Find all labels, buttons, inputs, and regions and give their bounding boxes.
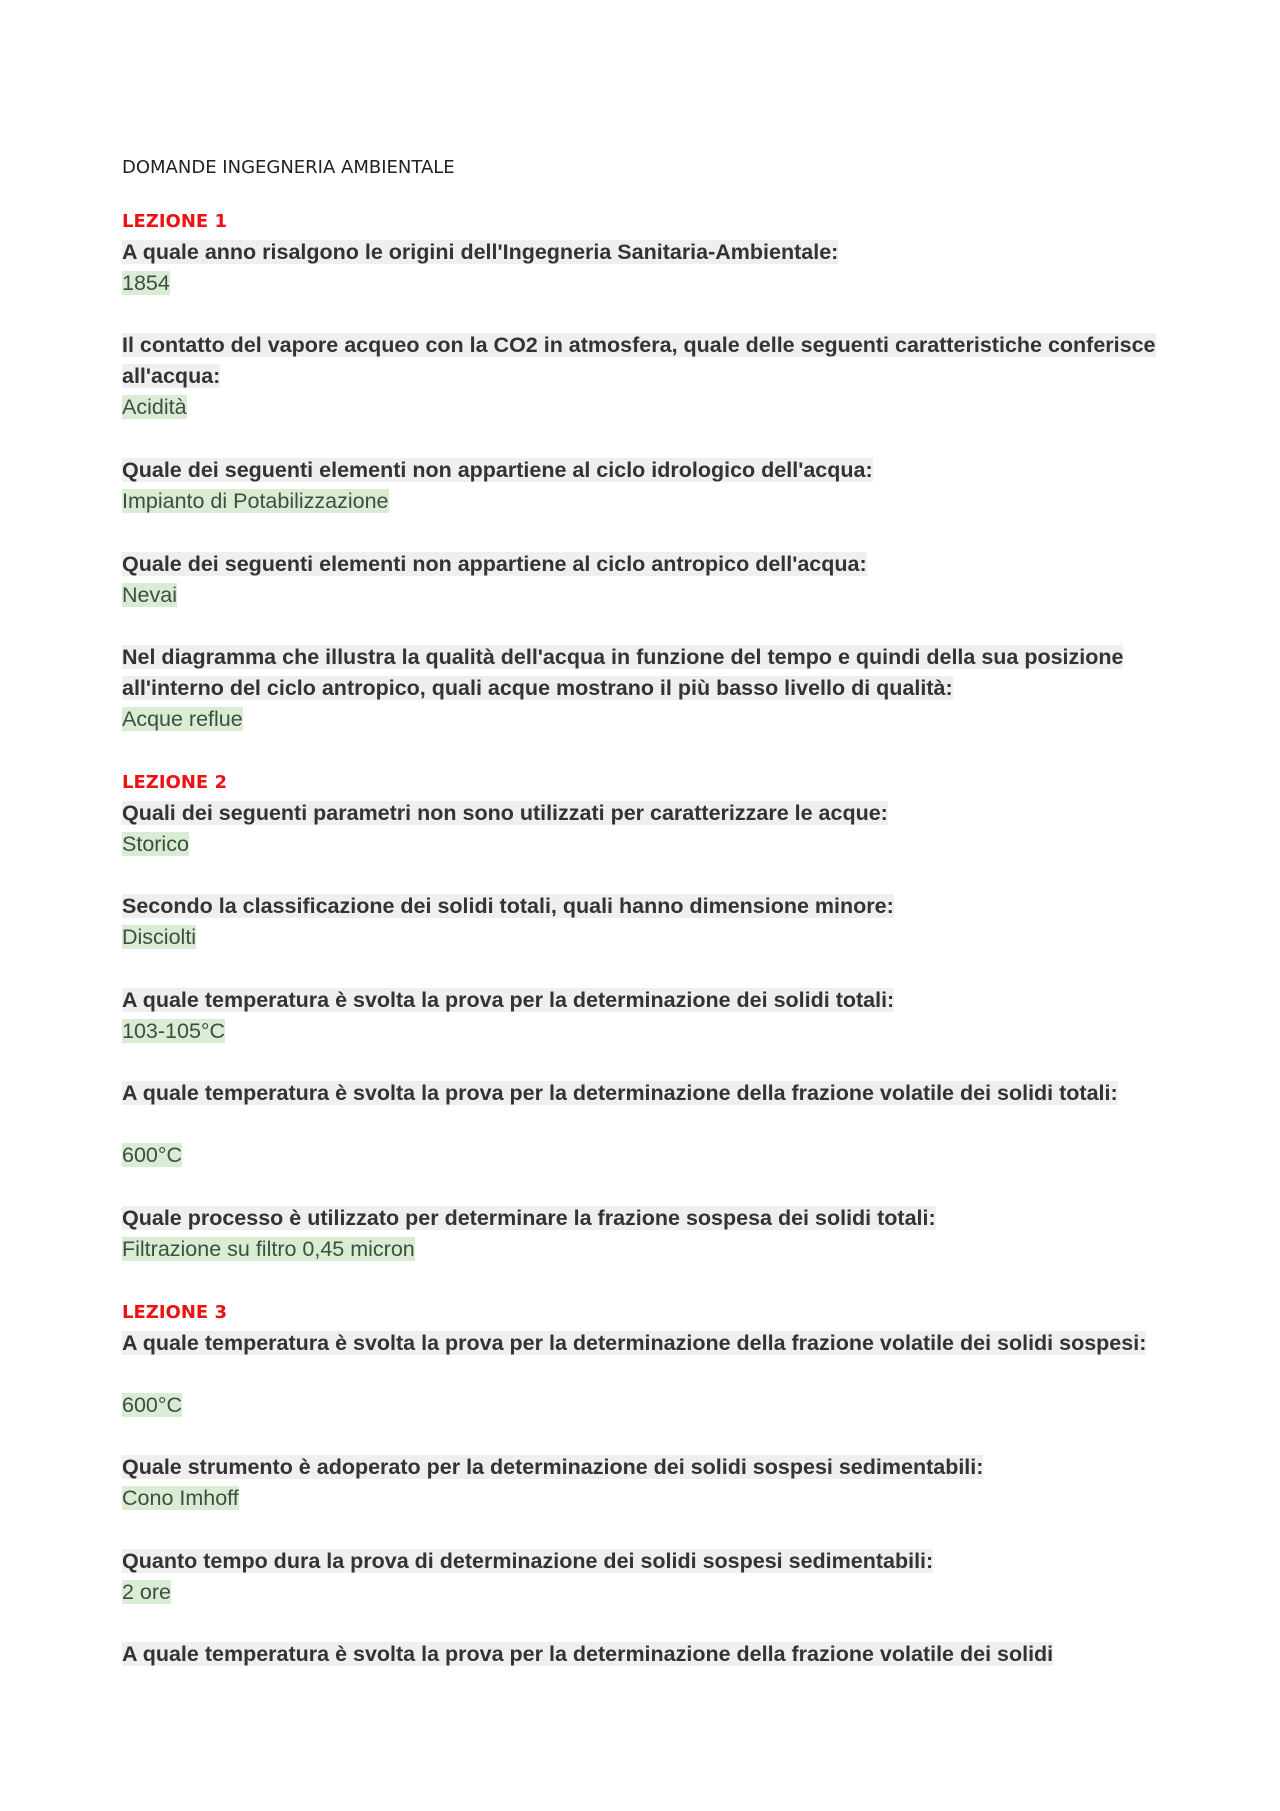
answer: 1854 — [122, 271, 170, 295]
answer: Cono Imhoff — [122, 1486, 239, 1510]
question: Quale dei seguenti elementi non appartiene al ciclo antropico dell'acqua: — [122, 552, 867, 576]
answer: Acidità — [122, 395, 187, 419]
answer: 600°C — [122, 1143, 182, 1167]
question: Quali dei seguenti parametri non sono utilizzati per caratterizzare le acque: — [122, 801, 888, 825]
question: A quale temperatura è svolta la prova per la determinazione della frazione volatile dei solidi totali: — [122, 1081, 1118, 1105]
question: Quale dei seguenti elementi non appartiene al ciclo idrologico dell'acqua: — [122, 458, 873, 482]
answer: 103-105°C — [122, 1019, 226, 1043]
question: Quale processo è utilizzato per determinare la frazione sospesa dei solidi totali: — [122, 1206, 936, 1230]
lesson-heading: LEZIONE 3 — [122, 1302, 227, 1323]
answer: Filtrazione su filtro 0,45 micron — [122, 1237, 415, 1261]
answer: Disciolti — [122, 925, 197, 949]
question: Secondo la classificazione dei solidi totali, quali hanno dimensione minore: — [122, 894, 894, 918]
document-title: DOMANDE INGEGNERIA AMBIENTALE — [122, 157, 455, 178]
answer: 2 ore — [122, 1580, 172, 1604]
question: Nel diagramma che illustra la qualità dell'acqua in funzione del tempo e quindi della sua posizione all'interno del ciclo antropico, quali acque mostrano il più basso livello di qualità: — [122, 645, 1124, 700]
answer: 600°C — [122, 1393, 182, 1417]
answer: Nevai — [122, 583, 177, 607]
answer: Impianto di Potabilizzazione — [122, 489, 389, 513]
question: Quanto tempo dura la prova di determinazione dei solidi sospesi sedimentabili: — [122, 1549, 934, 1573]
question: Il contatto del vapore acqueo con la CO2 in atmosfera, quale delle seguenti caratteristiche conferisce all'acqua: — [122, 333, 1156, 388]
answer: Acque reflue — [122, 707, 243, 731]
lesson-heading: LEZIONE 2 — [122, 772, 227, 793]
question: A quale temperatura è svolta la prova per la determinazione della frazione volatile dei solidi — [122, 1642, 1054, 1666]
question: A quale temperatura è svolta la prova per la determinazione dei solidi totali: — [122, 988, 895, 1012]
question: A quale anno risalgono le origini dell'Ingegneria Sanitaria-Ambientale: — [122, 240, 839, 264]
question: A quale temperatura è svolta la prova per la determinazione della frazione volatile dei solidi sospesi: — [122, 1331, 1147, 1355]
lesson-heading: LEZIONE 1 — [122, 211, 227, 232]
question: Quale strumento è adoperato per la determinazione dei solidi sospesi sedimentabili: — [122, 1455, 984, 1479]
answer: Storico — [122, 832, 189, 856]
